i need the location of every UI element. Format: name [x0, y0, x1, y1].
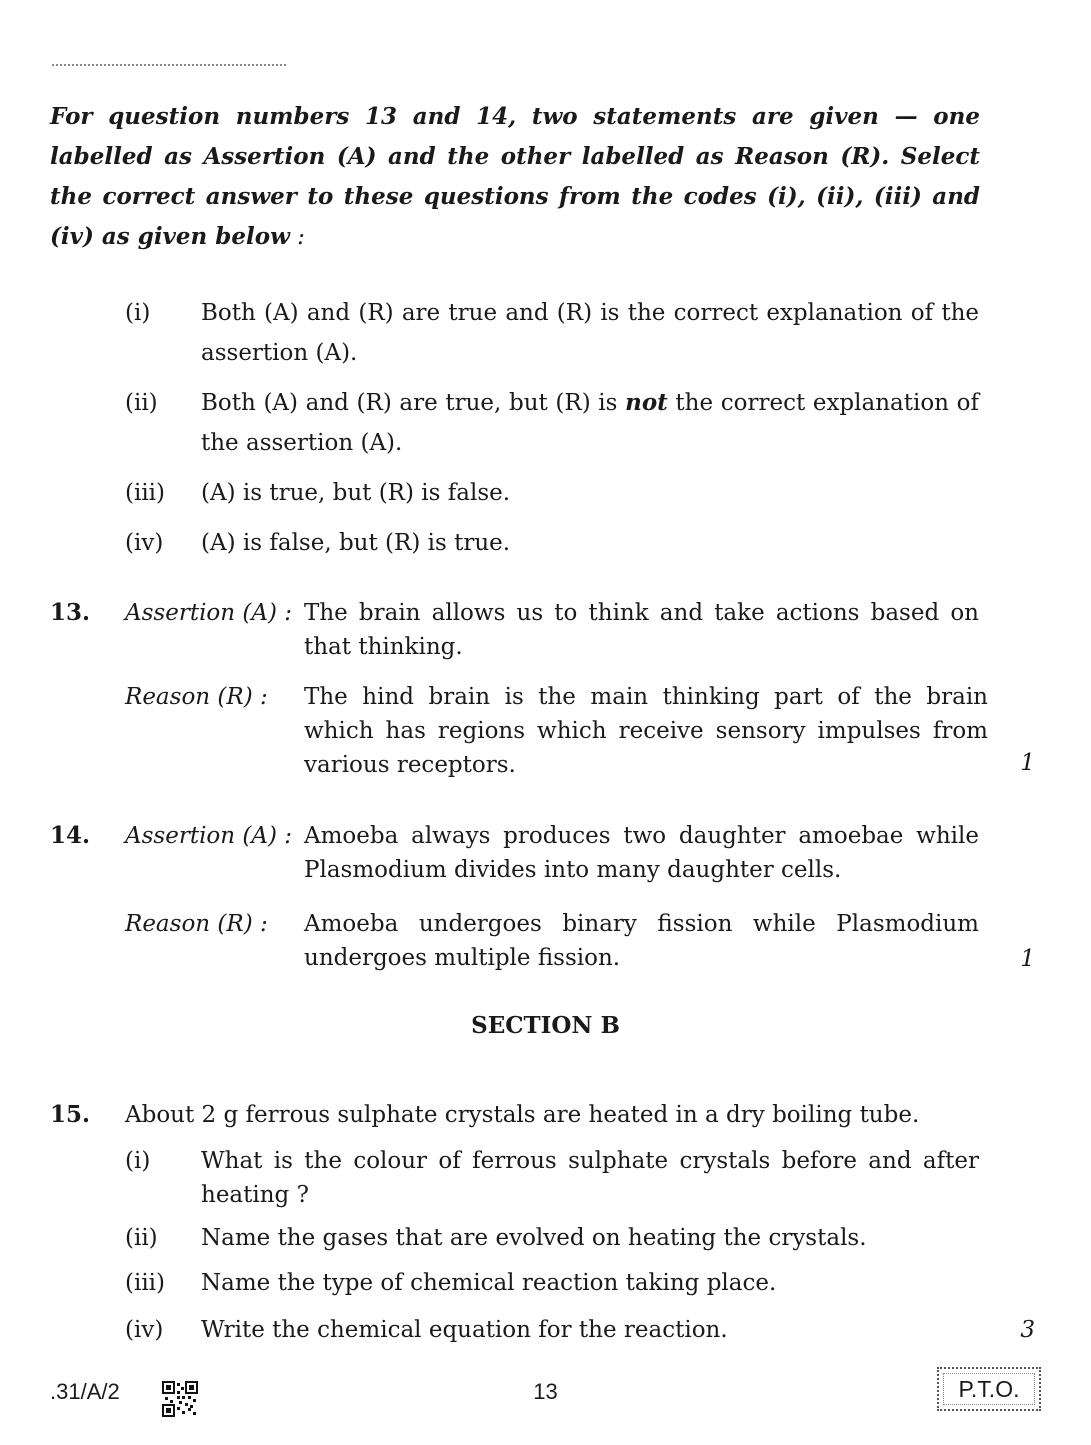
pto-label: P.T.O. [958, 1375, 1020, 1402]
question-15-number: 15. [50, 1101, 91, 1128]
question-13-number: 13. [50, 599, 91, 626]
question-14-assertion: Amoeba always produces two daughter amoebae while Plasmodium divides into many daughter cells. [304, 823, 979, 883]
question-13-reason-label: Reason (R) : [125, 684, 268, 710]
question-13-reason: The hind brain is the main thinking part of the brain which has regions which receive sensory impulses from various receptors. [304, 684, 988, 778]
top-divider [52, 64, 286, 66]
question-14-reason: Amoeba undergoes binary fission while Plasmodium undergoes multiple fission. [304, 911, 979, 971]
code-i-text: Both (A) and (R) are true and (R) is the correct explanation of the assertion (A). [201, 300, 979, 366]
code-ii-text [201, 383, 979, 463]
code-iv-text: (A) is false, but (R) is true. [201, 530, 511, 556]
question-15-part-i-number: (i) [125, 1148, 151, 1174]
pto-box [937, 1367, 1041, 1411]
question-13-assertion-label: Assertion (A) : [125, 600, 293, 626]
pto-inner-border [943, 1373, 1035, 1405]
question-13-assertion: The brain allows us to think and take actions based on that thinking. [304, 600, 979, 660]
instructions [50, 97, 980, 257]
question-15-part-iv-number: (iv) [125, 1317, 164, 1343]
question-15-part-iii-text: Name the type of chemical reaction taking place. [201, 1270, 777, 1296]
instructions-text: For question numbers 13 and 14, two statements are given — one labelled as Assertion (A) and the other labelled as Reason (R). Select the correct answer to these questions from the codes (i), (ii), (iii) and (iv) as given below [50, 103, 980, 250]
code-iii-text: (A) is true, but (R) is false. [201, 480, 511, 506]
code-ii-emphasis: not [625, 389, 668, 416]
question-15-part-ii-number: (ii) [125, 1225, 158, 1251]
instructions-colon: : [289, 224, 305, 250]
question-15-stem: About 2 g ferrous sulphate crystals are heated in a dry boiling tube. [125, 1102, 920, 1128]
code-iii-number: (iii) [125, 480, 166, 506]
question-15-marks: 3 [1020, 1317, 1035, 1343]
page-number: 13 [533, 1379, 558, 1404]
question-14-number: 14. [50, 822, 91, 849]
question-13-marks: 1 [1020, 750, 1035, 776]
code-ii-text-before: Both (A) and (R) are true, but (R) is [201, 390, 626, 416]
question-15-part-ii-text: Name the gases that are evolved on heating the crystals. [201, 1225, 867, 1251]
question-15-part-iii-number: (iii) [125, 1270, 166, 1296]
question-14-assertion-label: Assertion (A) : [125, 823, 293, 849]
question-14-reason-label: Reason (R) : [125, 911, 268, 937]
section-heading: SECTION B [471, 1012, 620, 1039]
code-ii-number: (ii) [125, 390, 158, 416]
question-15-part-i-text: What is the colour of ferrous sulphate crystals before and after heating ? [201, 1148, 979, 1208]
code-iv-number: (iv) [125, 530, 164, 556]
code-ii-text-after: the correct explanation of the assertion (A). [201, 390, 979, 456]
question-14-marks: 1 [1020, 946, 1035, 972]
paper-code: .31/A/2 [50, 1379, 120, 1404]
question-15-part-iv-text: Write the chemical equation for the reaction. [201, 1317, 728, 1343]
code-i-number: (i) [125, 300, 151, 326]
